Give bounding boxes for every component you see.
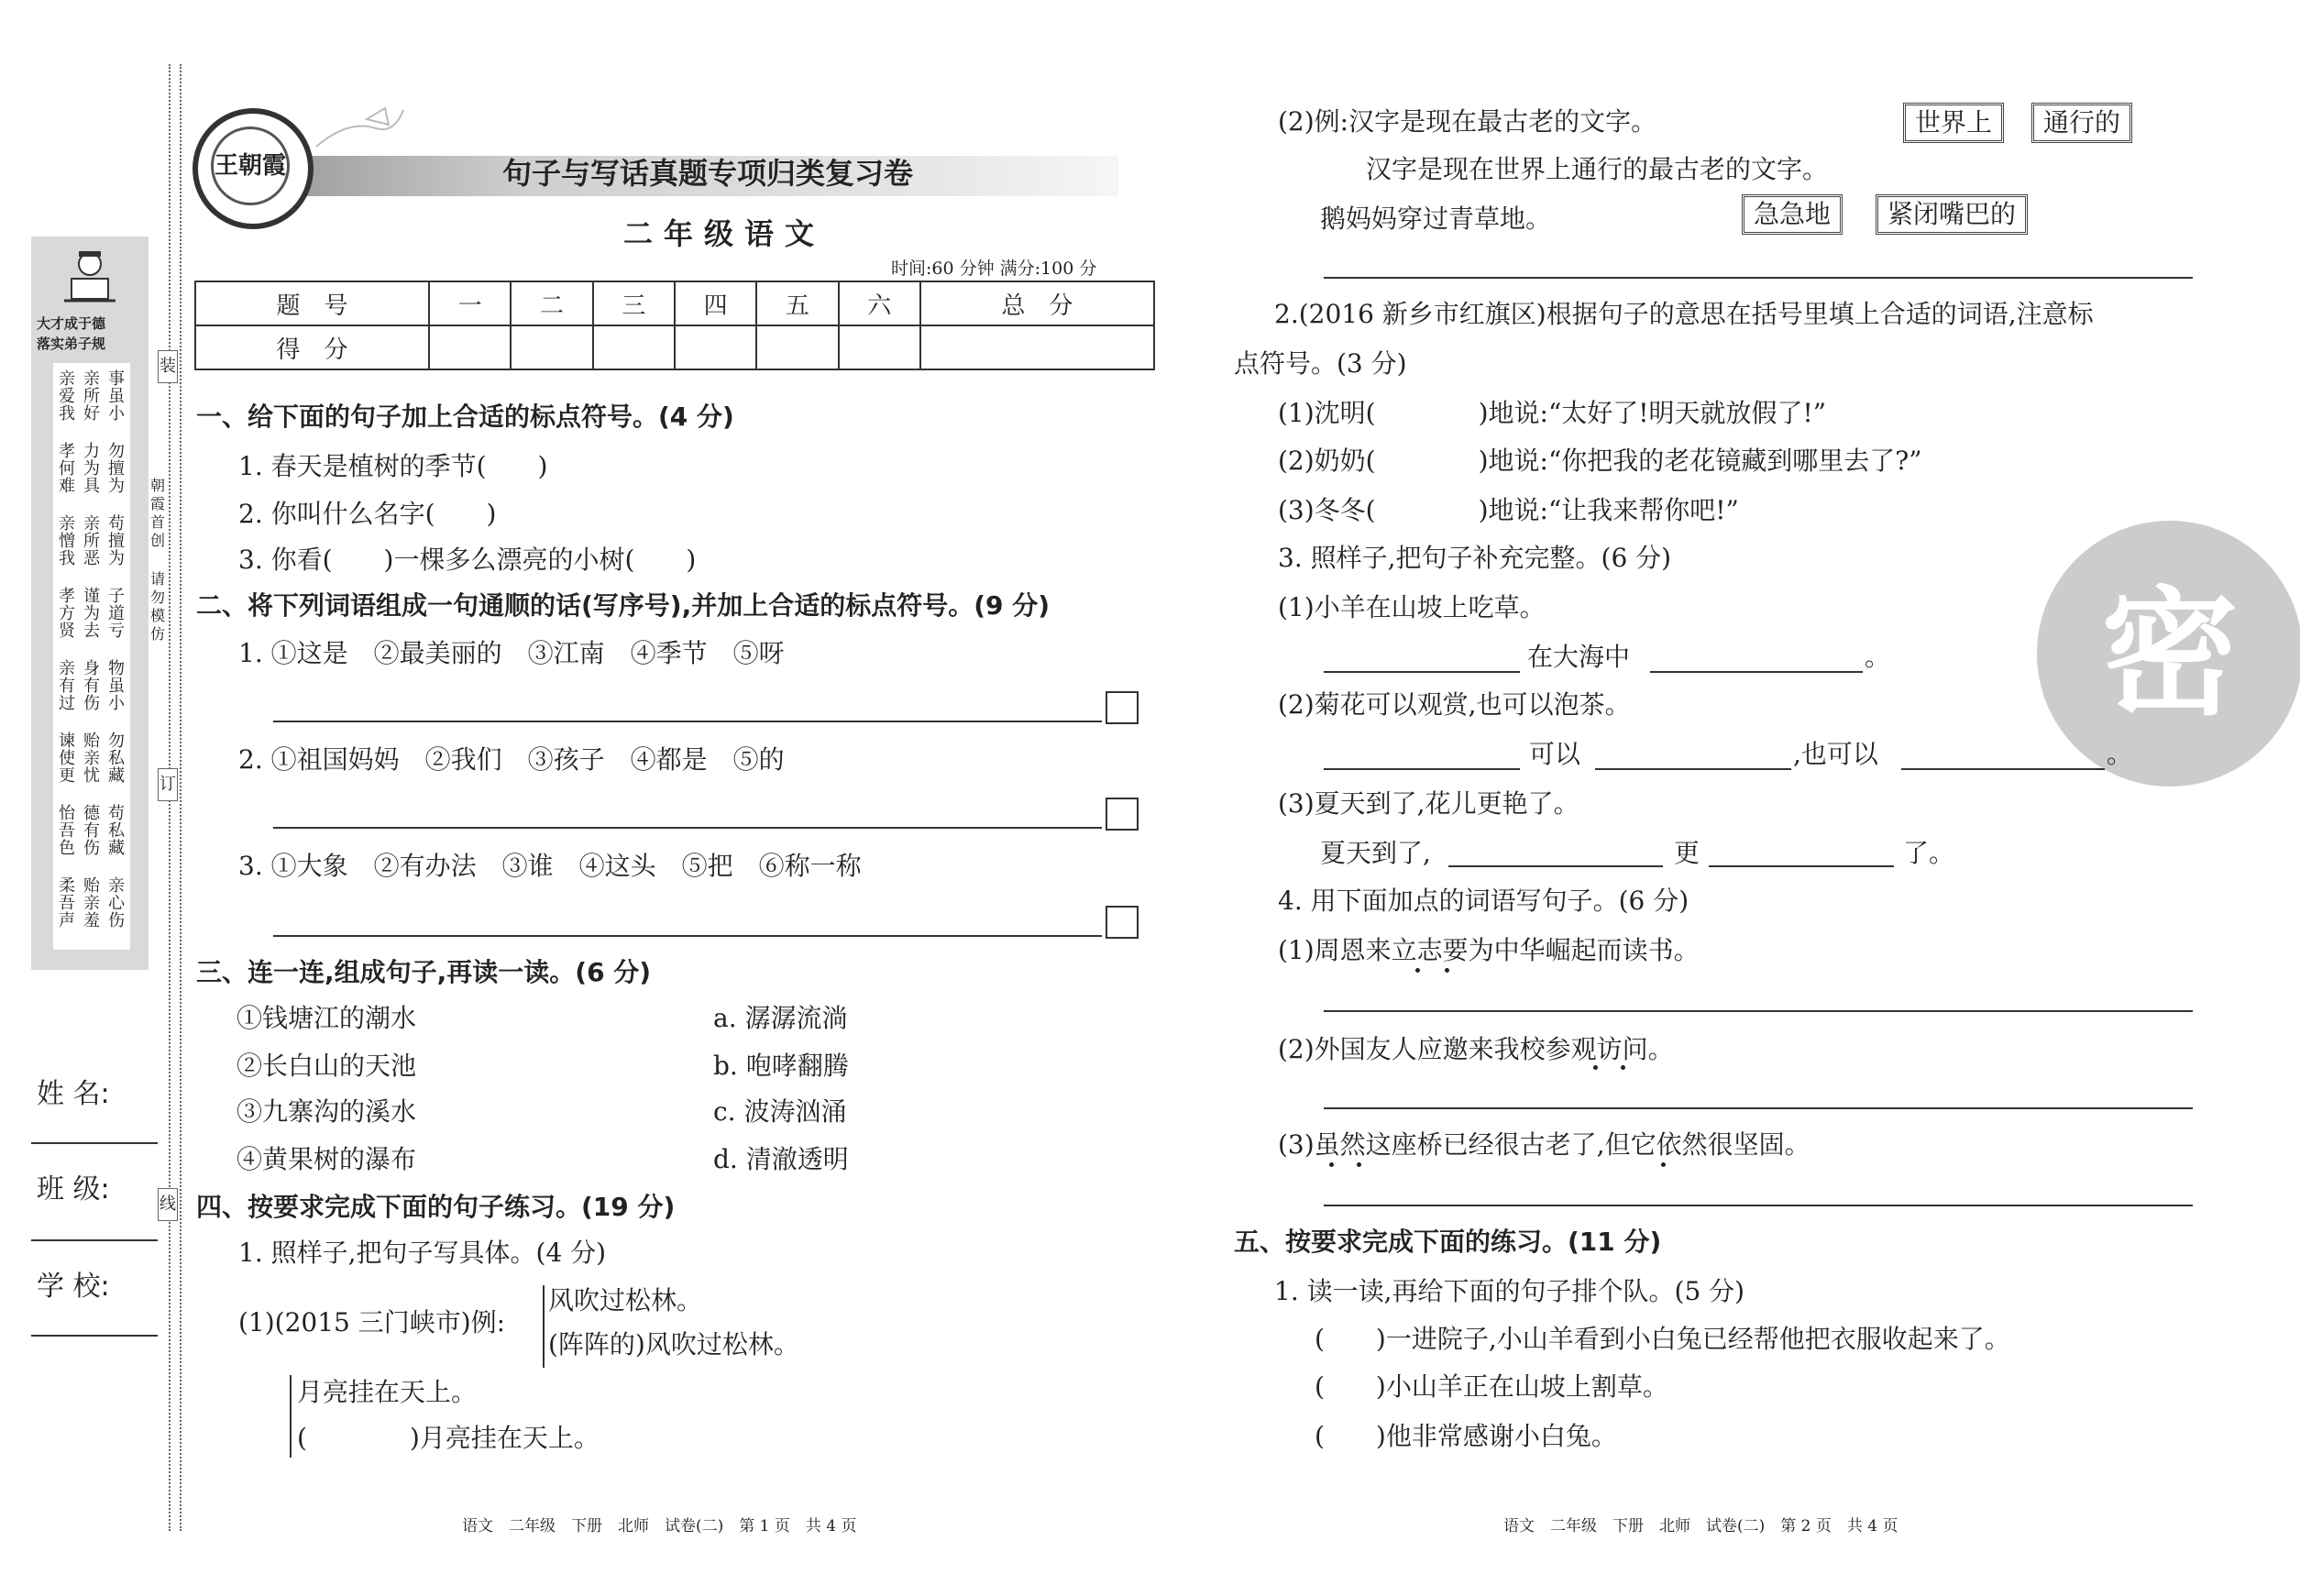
motto-column: 亲心伤 (108, 876, 125, 930)
score-col-total: 总 分 (920, 281, 1154, 325)
q3-2-fill-1: 可以 (1529, 739, 1581, 769)
q3-3-blank-1[interactable] (1448, 865, 1663, 867)
s4-q1: 1. 照样子,把句子写具体。(4 分) (238, 1238, 607, 1268)
class-label: 班 级: (37, 1173, 110, 1205)
s4-q1-example-1: 风吹过松林。 (548, 1285, 703, 1315)
motto-column: 亲有过 (59, 659, 75, 713)
score-cell[interactable] (593, 325, 675, 369)
score-col-3: 三 (593, 281, 675, 325)
score-col-label: 题 号 (195, 281, 429, 325)
motto-column: 怡吾色 (59, 804, 75, 858)
s2-answer-line-1[interactable] (273, 721, 1102, 722)
q3-title: 3. 照样子,把句子补充完整。(6 分) (1278, 543, 1672, 573)
score-col-5: 五 (756, 281, 838, 325)
q3-1: (1)小羊在山坡上吃草。 (1278, 592, 1546, 622)
task-brace (290, 1375, 292, 1458)
q4-title: 4. 用下面加点的词语写句子。(6 分) (1278, 886, 1689, 916)
q3-3-fill-2: 更 (1674, 838, 1700, 868)
q1-2-task: 鹅妈妈穿过青草地。 (1320, 204, 1552, 234)
q2-title-2: 点符号。(3 分) (1234, 348, 1407, 379)
s3-right-a[interactable]: a. 潺潺流淌 (713, 1003, 848, 1033)
q4-answer-line-2[interactable] (1324, 1107, 2193, 1109)
motto-column: 德有伤 (83, 804, 100, 858)
secret-seal (2037, 521, 2300, 787)
logo-text: 王朝霞 (211, 127, 290, 205)
emphasis-dot (1593, 1065, 1598, 1070)
score-table (194, 281, 1155, 370)
motto-column: 谨为去 (83, 587, 100, 641)
motto-column: 勿擅为 (108, 442, 125, 496)
name-field[interactable] (31, 1142, 158, 1144)
emphasis-dot (1661, 1162, 1666, 1167)
s4-q1-task-1: 月亮挂在天上。 (297, 1377, 478, 1407)
s1-item-3: 3. 你看( )一棵多么漂亮的小树( ) (238, 545, 697, 575)
q3-3: (3)夏天到了,花儿更艳了。 (1278, 788, 1579, 819)
score-cell[interactable] (839, 325, 920, 369)
q2-item-2[interactable]: (2)奶奶( )地说:“你把我的老花镜藏到哪里去了?” (1278, 446, 1922, 476)
section-1-title: 一、给下面的句子加上合适的标点符号。(4 分) (196, 402, 734, 432)
motto-figure-icon (59, 248, 121, 312)
fold-mark-1: 装 (158, 350, 178, 383)
s1-item-2: 2. 你叫什么名字( ) (238, 499, 497, 529)
score-cell[interactable] (675, 325, 756, 369)
motto-column: 亲所恶 (83, 514, 100, 568)
q3-1-fill: 在大海中 (1527, 642, 1631, 672)
q3-1-blank-2[interactable] (1650, 671, 1863, 673)
word-box-3: 急急地 (1742, 194, 1843, 235)
binding-line-inner (180, 64, 182, 1531)
q3-1-blank-1[interactable] (1324, 671, 1520, 673)
emphasis-dot (1445, 968, 1449, 973)
fold-note-2: 请勿模仿 (150, 570, 166, 643)
s2-item-3: 3. ①大象 ②有办法 ③谁 ④这头 ⑤把 ⑥称一称 (238, 851, 862, 881)
s3-left-1[interactable]: ①钱塘江的潮水 (237, 1003, 417, 1033)
s4-q1-task-2[interactable]: ( )月亮挂在天上。 (297, 1423, 600, 1453)
motto-column: 贻亲羞 (83, 876, 100, 930)
motto-column: 亲爱我 (59, 369, 75, 424)
q2-item-1[interactable]: (1)沈明( )地说:“太好了!明天就放假了!” (1278, 398, 1827, 428)
s3-right-b[interactable]: b. 咆哮翻腾 (713, 1051, 849, 1081)
emphasis-dot (1621, 1065, 1625, 1070)
footer-right: 语文 二年级 下册 北师 试卷(二) 第 2 页 共 4 页 (1503, 1517, 1898, 1535)
s2-answer-line-3[interactable] (273, 935, 1102, 937)
word-box-4: 紧闭嘴巴的 (1876, 194, 2028, 235)
score-row-label: 得 分 (195, 325, 429, 369)
motto-column: 亲憎我 (59, 514, 75, 568)
school-field[interactable] (31, 1335, 158, 1337)
q4-item-1: (1)周恩来立志要为中华崛起而读书。 (1278, 935, 1700, 965)
section-5-title: 五、按要求完成下面的练习。(11 分) (1234, 1227, 1662, 1257)
word-box-1: 世界上 (1903, 103, 2004, 143)
section-4-title: 四、按要求完成下面的句子练习。(19 分) (196, 1192, 676, 1222)
q3-2-blank-2[interactable] (1595, 768, 1791, 770)
fold-mark-2: 订 (158, 768, 178, 801)
motto-column: 物虽小 (108, 659, 125, 713)
emphasis-dot (1357, 1162, 1361, 1167)
s5-item-3[interactable]: ( )他非常感谢小白兔。 (1315, 1421, 1617, 1451)
name-label: 姓 名: (37, 1078, 110, 1110)
q3-3-blank-2[interactable] (1709, 865, 1894, 867)
s4-q1-prefix: (1)(2015 三门峡市)例: (238, 1307, 506, 1337)
s2-punct-box-3[interactable] (1106, 906, 1139, 939)
motto-column: 勿私藏 (108, 732, 125, 786)
q3-3-fill-1: 夏天到了, (1320, 838, 1431, 868)
motto-column: 孝何难 (59, 442, 75, 496)
q1-2-example: (2)例:汉字是现在最古老的文字。 (1278, 106, 1657, 137)
footer-left: 语文 二年级 下册 北师 试卷(二) 第 1 页 共 4 页 (462, 1517, 857, 1535)
seal-char: 密 (2100, 573, 2239, 734)
q1-2-answer-line[interactable] (1324, 277, 2193, 279)
page-title: 句子与写话真题专项归类复习卷 (502, 156, 914, 191)
score-col-6: 六 (839, 281, 920, 325)
motto-columns (53, 363, 130, 950)
motto-column: 身有伤 (83, 659, 100, 713)
motto-column: 亲所好 (83, 369, 100, 424)
q3-2: (2)菊花可以观赏,也可以泡茶。 (1278, 689, 1631, 720)
motto-column: 孝方贤 (59, 587, 75, 641)
school-label: 学 校: (37, 1271, 110, 1303)
s2-answer-line-2[interactable] (273, 827, 1102, 829)
q4-item-2: (2)外国友人应邀来我校参观访问。 (1278, 1034, 1674, 1064)
score-cell-total[interactable] (920, 325, 1154, 369)
s2-item-1: 1. ①这是 ②最美丽的 ③江南 ④季节 ⑤呀 (238, 638, 785, 668)
q3-3-fill-3: 了。 (1903, 838, 1955, 868)
motto-column: 力为具 (83, 442, 100, 496)
score-value-row (195, 325, 1154, 369)
score-cell[interactable] (511, 325, 592, 369)
fold-note-1: 朝霞首创 (150, 477, 166, 549)
score-col-1: 一 (429, 281, 511, 325)
motto-column: 事虽小 (108, 369, 125, 424)
motto-column: 苟私藏 (108, 804, 125, 858)
q4-item-3: (3)虽然这座桥已经很古老了,但它依然很坚固。 (1278, 1129, 1810, 1160)
q3-1-end: 。 (1865, 642, 1891, 672)
word-box-2: 通行的 (2031, 103, 2132, 143)
motto-column: 贻亲忧 (83, 732, 100, 786)
time-info: 时间:60 分钟 满分:100 分 (891, 259, 1097, 279)
motto-bottom: 落实弟子规 (37, 336, 106, 352)
s2-item-2: 2. ①祖国妈妈 ②我们 ③孩子 ④都是 ⑤的 (238, 744, 785, 775)
s3-left-2[interactable]: ②长白山的天池 (237, 1051, 417, 1081)
q2-item-3[interactable]: (3)冬冬( )地说:“让我来帮你吧!” (1278, 495, 1739, 525)
class-field[interactable] (31, 1239, 158, 1241)
s5-item-1[interactable]: ( )一进院子,小山羊看到小白兔已经帮他把衣服收起来了。 (1315, 1324, 2010, 1354)
s3-left-3[interactable]: ③九寨沟的溪水 (237, 1096, 417, 1127)
motto-column: 子道亏 (108, 587, 125, 641)
s3-right-c[interactable]: c. 波涛汹涌 (713, 1096, 847, 1127)
s5-item-2[interactable]: ( )小山羊正在山坡上割草。 (1315, 1371, 1668, 1402)
motto-column: 柔吾声 (59, 876, 75, 930)
s4-q1-example-2: (阵阵的)风吹过松林。 (548, 1329, 799, 1359)
score-cell[interactable] (429, 325, 511, 369)
q3-2-fill-2: ,也可以 (1793, 739, 1878, 769)
q2-title: 2.(2016 新乡市红旗区)根据句子的意思在括号里填上合适的词语,注意标 (1274, 299, 2094, 329)
score-col-4: 四 (675, 281, 756, 325)
s1-item-1: 1. 春天是植树的季节( ) (238, 451, 548, 481)
fold-mark-3: 线 (158, 1188, 178, 1221)
emphasis-dot (1415, 968, 1420, 973)
example-brace (543, 1285, 545, 1368)
motto-column: 苟擅为 (108, 514, 125, 568)
s3-left-4[interactable]: ④黄果树的瀑布 (237, 1144, 417, 1174)
q4-answer-line-1[interactable] (1324, 1010, 2193, 1012)
motto-top: 大才成于德 (37, 315, 106, 332)
s2-punct-box-2[interactable] (1106, 798, 1139, 831)
q3-2-blank-1[interactable] (1324, 768, 1520, 770)
s2-punct-box-1[interactable] (1106, 691, 1139, 724)
emphasis-dot (1329, 1162, 1334, 1167)
q4-answer-line-3[interactable] (1324, 1205, 2193, 1206)
section-2-title: 二、将下列词语组成一句通顺的话(写序号),并加上合适的标点符号。(9 分) (196, 590, 1051, 621)
s3-right-d[interactable]: d. 清澈透明 (713, 1144, 849, 1174)
score-cell[interactable] (756, 325, 838, 369)
q3-2-end: 。 (2107, 739, 2133, 769)
q1-2-result: 汉字是现在世界上通行的最古老的文字。 (1366, 154, 1829, 184)
score-header-row (195, 281, 1154, 325)
motto-column: 谏使更 (59, 732, 75, 786)
subject-title: 二年级语文 (623, 216, 826, 251)
ribbon-icon (312, 101, 413, 160)
q3-2-blank-3[interactable] (1901, 768, 2105, 770)
s5-q1: 1. 读一读,再给下面的句子排个队。(5 分) (1274, 1276, 1745, 1306)
score-col-2: 二 (511, 281, 592, 325)
section-3-title: 三、连一连,组成句子,再读一读。(6 分) (196, 957, 652, 987)
logo (193, 108, 314, 229)
